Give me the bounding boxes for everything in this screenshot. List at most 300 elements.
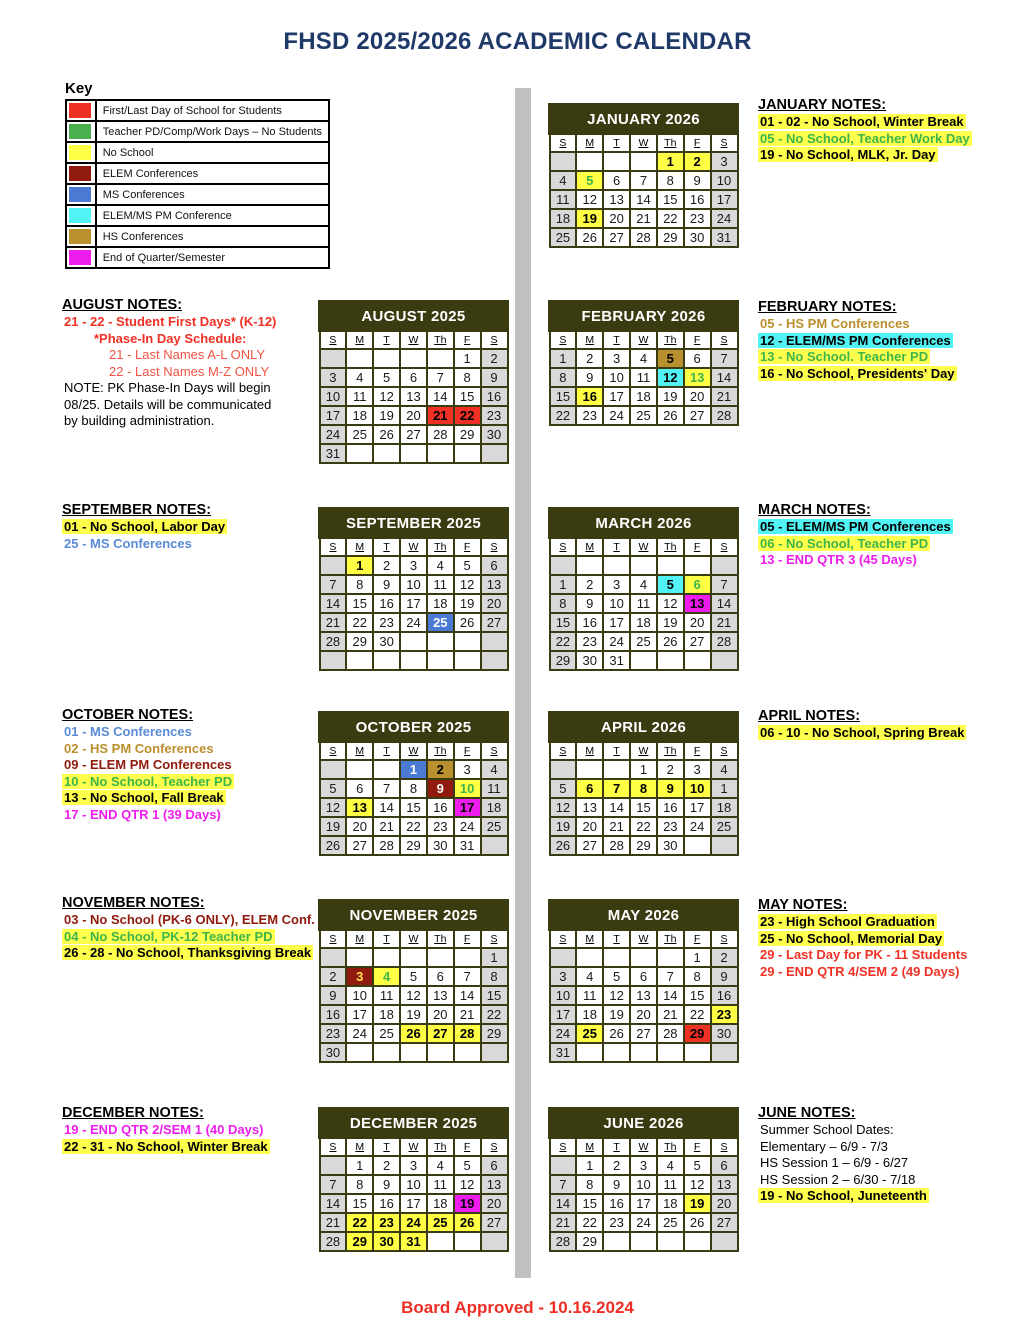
day-empty: [481, 632, 508, 651]
day-may-30: 30: [711, 1024, 738, 1043]
day-june-10: 10: [630, 1175, 657, 1194]
day-october-20: 20: [346, 817, 373, 836]
day-april-28: 28: [603, 836, 630, 855]
day-january-7: 7: [630, 171, 657, 190]
day-april-27: 27: [576, 836, 603, 855]
day-header: Th: [427, 331, 454, 350]
note-line-text: Elementary – 6/9 - 7/3: [760, 1138, 888, 1154]
day-header: S: [320, 331, 347, 350]
day-february-27: 27: [684, 406, 711, 425]
day-february-19: 19: [657, 387, 684, 406]
month-table-january: [548, 103, 739, 248]
day-march-21: 21: [711, 613, 738, 632]
note-line-text: HS Session 1 – 6/9 - 6/27: [760, 1155, 909, 1170]
day-november-22: 22: [481, 1005, 508, 1024]
day-header: W: [400, 331, 427, 350]
day-april-14: 14: [603, 798, 630, 817]
note-line: [758, 114, 1030, 131]
day-october-31: 31: [454, 836, 481, 855]
day-november-27: 27: [427, 1024, 454, 1043]
day-june-13: 13: [711, 1175, 738, 1194]
day-march-4: 4: [630, 575, 657, 594]
day-empty: [454, 632, 481, 651]
day-may-26: 26: [603, 1024, 630, 1043]
day-november-7: 7: [454, 967, 481, 986]
day-april-30: 30: [657, 836, 684, 855]
day-december-6: 6: [481, 1156, 508, 1175]
day-november-19: 19: [400, 1005, 427, 1024]
day-december-12: 12: [454, 1175, 481, 1194]
notes-title-may: MAY NOTES:: [758, 897, 848, 913]
day-december-22: 22: [346, 1213, 373, 1232]
day-may-4: 4: [576, 967, 603, 986]
day-april-9: 9: [657, 779, 684, 798]
day-empty: [630, 556, 657, 575]
day-october-3: 3: [454, 760, 481, 779]
day-january-22: 22: [657, 209, 684, 228]
day-june-1: 1: [576, 1156, 603, 1175]
day-empty: [684, 1043, 711, 1062]
day-may-28: 28: [657, 1024, 684, 1043]
day-august-23: 23: [481, 406, 508, 425]
day-december-25: 25: [427, 1213, 454, 1232]
day-november-9: 9: [320, 986, 347, 1005]
day-empty: [454, 948, 481, 967]
day-april-24: 24: [684, 817, 711, 836]
day-empty: [630, 1043, 657, 1062]
key-row: [66, 100, 329, 121]
note-line: [758, 131, 1030, 148]
note-line: [62, 724, 314, 741]
day-empty: [630, 1232, 657, 1251]
note-line: [758, 1188, 1030, 1205]
notes-title-august: AUGUST NOTES:: [62, 297, 183, 313]
day-december-20: 20: [481, 1194, 508, 1213]
note-line-text: NOTE: PK Phase-In Days will begin: [64, 380, 271, 395]
day-november-28: 28: [454, 1024, 481, 1043]
note-line: [758, 316, 1030, 333]
day-august-22: 22: [454, 406, 481, 425]
day-november-4: 4: [373, 967, 400, 986]
note-line: [62, 347, 314, 364]
key-label: Teacher PD/Comp/Work Days – No Students: [96, 121, 329, 142]
day-header: S: [320, 742, 347, 761]
day-june-12: 12: [684, 1175, 711, 1194]
day-april-26: 26: [550, 836, 577, 855]
day-january-10: 10: [711, 171, 738, 190]
calendar-december: [318, 1107, 509, 1252]
day-august-1: 1: [454, 349, 481, 368]
notes-december: [62, 1105, 314, 1155]
day-empty: [657, 1232, 684, 1251]
day-june-16: 16: [603, 1194, 630, 1213]
day-header: W: [630, 930, 657, 949]
day-april-5: 5: [550, 779, 577, 798]
note-line-text: 25 - No School, Memorial Day: [760, 930, 943, 946]
day-empty: [427, 948, 454, 967]
note-line: [62, 331, 314, 348]
key-color-swatch: [69, 103, 91, 118]
calendar-september: [318, 507, 509, 671]
note-line-text: 04 - No School, PK-12 Teacher PD: [64, 928, 273, 944]
note-line: [758, 1122, 1030, 1139]
day-empty: [657, 1043, 684, 1062]
month-title: DECEMBER 2025: [320, 1109, 508, 1138]
note-line: [758, 333, 1030, 350]
notes-march: [758, 502, 1030, 569]
note-line-text: 01 - 02 - No School, Winter Break: [760, 114, 964, 129]
day-october-22: 22: [400, 817, 427, 836]
day-march-9: 9: [576, 594, 603, 613]
day-june-8: 8: [576, 1175, 603, 1194]
day-empty: [346, 651, 373, 670]
day-february-3: 3: [603, 349, 630, 368]
month-table-december: [318, 1107, 509, 1252]
page-title: FHSD 2025/2026 ACADEMIC CALENDAR: [283, 28, 752, 55]
day-january-13: 13: [603, 190, 630, 209]
day-november-15: 15: [481, 986, 508, 1005]
day-november-20: 20: [427, 1005, 454, 1024]
day-june-11: 11: [657, 1175, 684, 1194]
notes-november: [62, 895, 314, 962]
day-april-7: 7: [603, 779, 630, 798]
day-header: T: [603, 930, 630, 949]
day-header: S: [550, 331, 577, 350]
day-december-24: 24: [400, 1213, 427, 1232]
day-august-18: 18: [346, 406, 373, 425]
day-august-14: 14: [427, 387, 454, 406]
day-june-15: 15: [576, 1194, 603, 1213]
note-line: [62, 774, 314, 791]
day-january-6: 6: [603, 171, 630, 190]
day-january-17: 17: [711, 190, 738, 209]
day-may-22: 22: [684, 1005, 711, 1024]
day-september-8: 8: [346, 575, 373, 594]
note-line: [62, 790, 314, 807]
day-empty: [320, 948, 347, 967]
day-march-5: 5: [657, 575, 684, 594]
day-header: F: [684, 1138, 711, 1157]
day-november-10: 10: [346, 986, 373, 1005]
day-header: Th: [427, 538, 454, 557]
day-empty: [373, 1043, 400, 1062]
day-empty: [603, 948, 630, 967]
month-title: JANUARY 2026: [550, 105, 738, 134]
day-december-1: 1: [346, 1156, 373, 1175]
day-may-3: 3: [550, 967, 577, 986]
day-june-6: 6: [711, 1156, 738, 1175]
day-february-28: 28: [711, 406, 738, 425]
note-line-text: 12 - ELEM/MS PM Conferences: [760, 332, 951, 348]
day-header: F: [684, 134, 711, 153]
day-september-13: 13: [481, 575, 508, 594]
day-empty: [603, 152, 630, 171]
day-empty: [630, 152, 657, 171]
day-november-18: 18: [373, 1005, 400, 1024]
note-line: [62, 945, 314, 962]
day-august-7: 7: [427, 368, 454, 387]
month-table-may: [548, 899, 739, 1063]
day-header: S: [711, 742, 738, 761]
day-november-24: 24: [346, 1024, 373, 1043]
day-january-16: 16: [684, 190, 711, 209]
day-march-14: 14: [711, 594, 738, 613]
day-empty: [427, 651, 454, 670]
day-march-30: 30: [576, 651, 603, 670]
day-may-8: 8: [684, 967, 711, 986]
month-table-august: [318, 300, 509, 464]
day-february-24: 24: [603, 406, 630, 425]
note-line: [62, 397, 314, 414]
day-september-9: 9: [373, 575, 400, 594]
day-november-13: 13: [427, 986, 454, 1005]
note-line: [62, 1139, 314, 1156]
month-table-june: [548, 1107, 739, 1252]
day-empty: [427, 632, 454, 651]
day-september-17: 17: [400, 594, 427, 613]
day-january-11: 11: [550, 190, 577, 209]
note-line-text: Summer School Dates:: [760, 1122, 894, 1137]
key-label: No School: [96, 142, 329, 163]
day-october-21: 21: [373, 817, 400, 836]
day-june-28: 28: [550, 1232, 577, 1251]
day-december-17: 17: [400, 1194, 427, 1213]
notes-title-september: SEPTEMBER NOTES:: [62, 502, 212, 518]
day-december-4: 4: [427, 1156, 454, 1175]
month-title: AUGUST 2025: [320, 302, 508, 331]
day-december-18: 18: [427, 1194, 454, 1213]
day-empty: [603, 1043, 630, 1062]
day-header: S: [711, 134, 738, 153]
day-march-23: 23: [576, 632, 603, 651]
note-line: [62, 912, 314, 929]
day-august-30: 30: [481, 425, 508, 444]
day-empty: [550, 1156, 577, 1175]
day-january-9: 9: [684, 171, 711, 190]
day-header: S: [320, 1138, 347, 1157]
day-empty: [603, 556, 630, 575]
day-october-14: 14: [373, 798, 400, 817]
day-april-25: 25: [711, 817, 738, 836]
day-october-17: 17: [454, 798, 481, 817]
day-may-12: 12: [603, 986, 630, 1005]
day-september-6: 6: [481, 556, 508, 575]
month-table-april: [548, 711, 739, 856]
day-empty: [320, 651, 347, 670]
day-june-3: 3: [630, 1156, 657, 1175]
day-june-14: 14: [550, 1194, 577, 1213]
day-may-15: 15: [684, 986, 711, 1005]
day-december-26: 26: [454, 1213, 481, 1232]
month-table-february: [548, 300, 739, 426]
day-february-14: 14: [711, 368, 738, 387]
key-row: [66, 142, 329, 163]
notes-april: [758, 708, 1030, 742]
day-january-27: 27: [603, 228, 630, 247]
day-header: F: [684, 331, 711, 350]
day-header: M: [576, 331, 603, 350]
day-december-10: 10: [400, 1175, 427, 1194]
day-header: F: [454, 331, 481, 350]
day-header: S: [550, 930, 577, 949]
day-october-9: 9: [427, 779, 454, 798]
day-empty: [373, 349, 400, 368]
day-october-25: 25: [481, 817, 508, 836]
note-line-text: 10 - No School, Teacher PD: [64, 773, 233, 789]
day-august-21: 21: [427, 406, 454, 425]
notes-title-january: JANUARY NOTES:: [758, 97, 887, 113]
day-march-1: 1: [550, 575, 577, 594]
key-label: HS Conferences: [96, 226, 329, 247]
note-line-text: 29 - END QTR 4/SEM 2 (49 Days): [760, 963, 960, 979]
day-march-31: 31: [603, 651, 630, 670]
key-row: [66, 121, 329, 142]
day-empty: [454, 444, 481, 463]
day-february-22: 22: [550, 406, 577, 425]
day-june-29: 29: [576, 1232, 603, 1251]
day-august-24: 24: [320, 425, 347, 444]
notes-title-december: DECEMBER NOTES:: [62, 1105, 204, 1121]
day-march-24: 24: [603, 632, 630, 651]
day-may-1: 1: [684, 948, 711, 967]
note-line-text: 09 - ELEM PM Conferences: [64, 757, 232, 772]
note-line-text: 21 - Last Names A-L ONLY: [109, 347, 266, 362]
day-empty: [684, 556, 711, 575]
day-february-4: 4: [630, 349, 657, 368]
note-line-text: 05 - No School, Teacher Work Day: [760, 130, 970, 146]
day-november-26: 26: [400, 1024, 427, 1043]
day-march-15: 15: [550, 613, 577, 632]
note-line-text: 17 - END QTR 1 (39 Days): [64, 806, 221, 822]
day-june-4: 4: [657, 1156, 684, 1175]
day-february-17: 17: [603, 387, 630, 406]
day-february-7: 7: [711, 349, 738, 368]
column-divider: [515, 88, 531, 1278]
day-april-22: 22: [630, 817, 657, 836]
day-march-7: 7: [711, 575, 738, 594]
day-header: S: [481, 331, 508, 350]
day-empty: [481, 836, 508, 855]
day-august-13: 13: [400, 387, 427, 406]
day-header: S: [711, 1138, 738, 1157]
day-october-30: 30: [427, 836, 454, 855]
note-line-text: 23 - High School Graduation: [760, 914, 935, 929]
day-header: M: [346, 742, 373, 761]
day-header: W: [630, 742, 657, 761]
day-empty: [427, 444, 454, 463]
day-august-17: 17: [320, 406, 347, 425]
day-december-23: 23: [373, 1213, 400, 1232]
day-header: F: [454, 930, 481, 949]
day-march-25: 25: [630, 632, 657, 651]
day-january-12: 12: [576, 190, 603, 209]
day-march-29: 29: [550, 651, 577, 670]
day-header: S: [711, 538, 738, 557]
day-january-1: 1: [657, 152, 684, 171]
day-header: F: [684, 742, 711, 761]
day-february-8: 8: [550, 368, 577, 387]
day-february-25: 25: [630, 406, 657, 425]
note-line-text: 03 - No School (PK-6 ONLY), ELEM Conf.: [64, 912, 315, 927]
calendar-january: [548, 103, 739, 248]
key-swatch-cell: [66, 205, 96, 226]
day-empty: [576, 948, 603, 967]
day-may-10: 10: [550, 986, 577, 1005]
day-empty: [576, 152, 603, 171]
key-color-swatch: [69, 250, 91, 265]
day-october-18: 18: [481, 798, 508, 817]
day-january-21: 21: [630, 209, 657, 228]
day-june-20: 20: [711, 1194, 738, 1213]
key-row: [66, 247, 329, 268]
day-december-9: 9: [373, 1175, 400, 1194]
day-august-27: 27: [400, 425, 427, 444]
day-april-6: 6: [576, 779, 603, 798]
day-september-29: 29: [346, 632, 373, 651]
day-february-13: 13: [684, 368, 711, 387]
day-header: T: [603, 1138, 630, 1157]
day-empty: [373, 651, 400, 670]
key-color-swatch: [69, 229, 91, 244]
day-empty: [481, 444, 508, 463]
note-line-text: by building administration.: [64, 413, 215, 428]
day-may-19: 19: [603, 1005, 630, 1024]
day-empty: [346, 760, 373, 779]
day-april-8: 8: [630, 779, 657, 798]
day-empty: [320, 556, 347, 575]
day-june-19: 19: [684, 1194, 711, 1213]
day-header: S: [481, 1138, 508, 1157]
day-empty: [576, 556, 603, 575]
day-april-15: 15: [630, 798, 657, 817]
day-august-28: 28: [427, 425, 454, 444]
day-march-10: 10: [603, 594, 630, 613]
key-color-swatch: [69, 145, 91, 160]
note-line-text: 22 - 31 - No School, Winter Break: [64, 1138, 268, 1154]
day-empty: [657, 948, 684, 967]
day-january-25: 25: [550, 228, 577, 247]
notes-may: [758, 897, 1030, 980]
day-empty: [630, 948, 657, 967]
day-header: S: [481, 538, 508, 557]
day-march-28: 28: [711, 632, 738, 651]
note-line: [758, 1172, 1030, 1189]
day-june-5: 5: [684, 1156, 711, 1175]
day-empty: [684, 836, 711, 855]
day-empty: [711, 836, 738, 855]
key-label: End of Quarter/Semester: [96, 247, 329, 268]
day-header: S: [711, 930, 738, 949]
day-may-9: 9: [711, 967, 738, 986]
day-empty: [373, 948, 400, 967]
day-empty: [320, 349, 347, 368]
day-august-29: 29: [454, 425, 481, 444]
key-label: ELEM Conferences: [96, 163, 329, 184]
day-may-27: 27: [630, 1024, 657, 1043]
day-header: W: [630, 134, 657, 153]
day-september-22: 22: [346, 613, 373, 632]
day-november-21: 21: [454, 1005, 481, 1024]
day-october-27: 27: [346, 836, 373, 855]
key-label: First/Last Day of School for Students: [96, 100, 329, 121]
notes-title-april: APRIL NOTES:: [758, 708, 861, 724]
note-line-text: 29 - Last Day for PK - 11 Students: [760, 947, 968, 962]
day-empty: [400, 651, 427, 670]
day-header: M: [576, 1138, 603, 1157]
note-line: [758, 1155, 1030, 1172]
day-header: T: [373, 742, 400, 761]
day-november-6: 6: [427, 967, 454, 986]
